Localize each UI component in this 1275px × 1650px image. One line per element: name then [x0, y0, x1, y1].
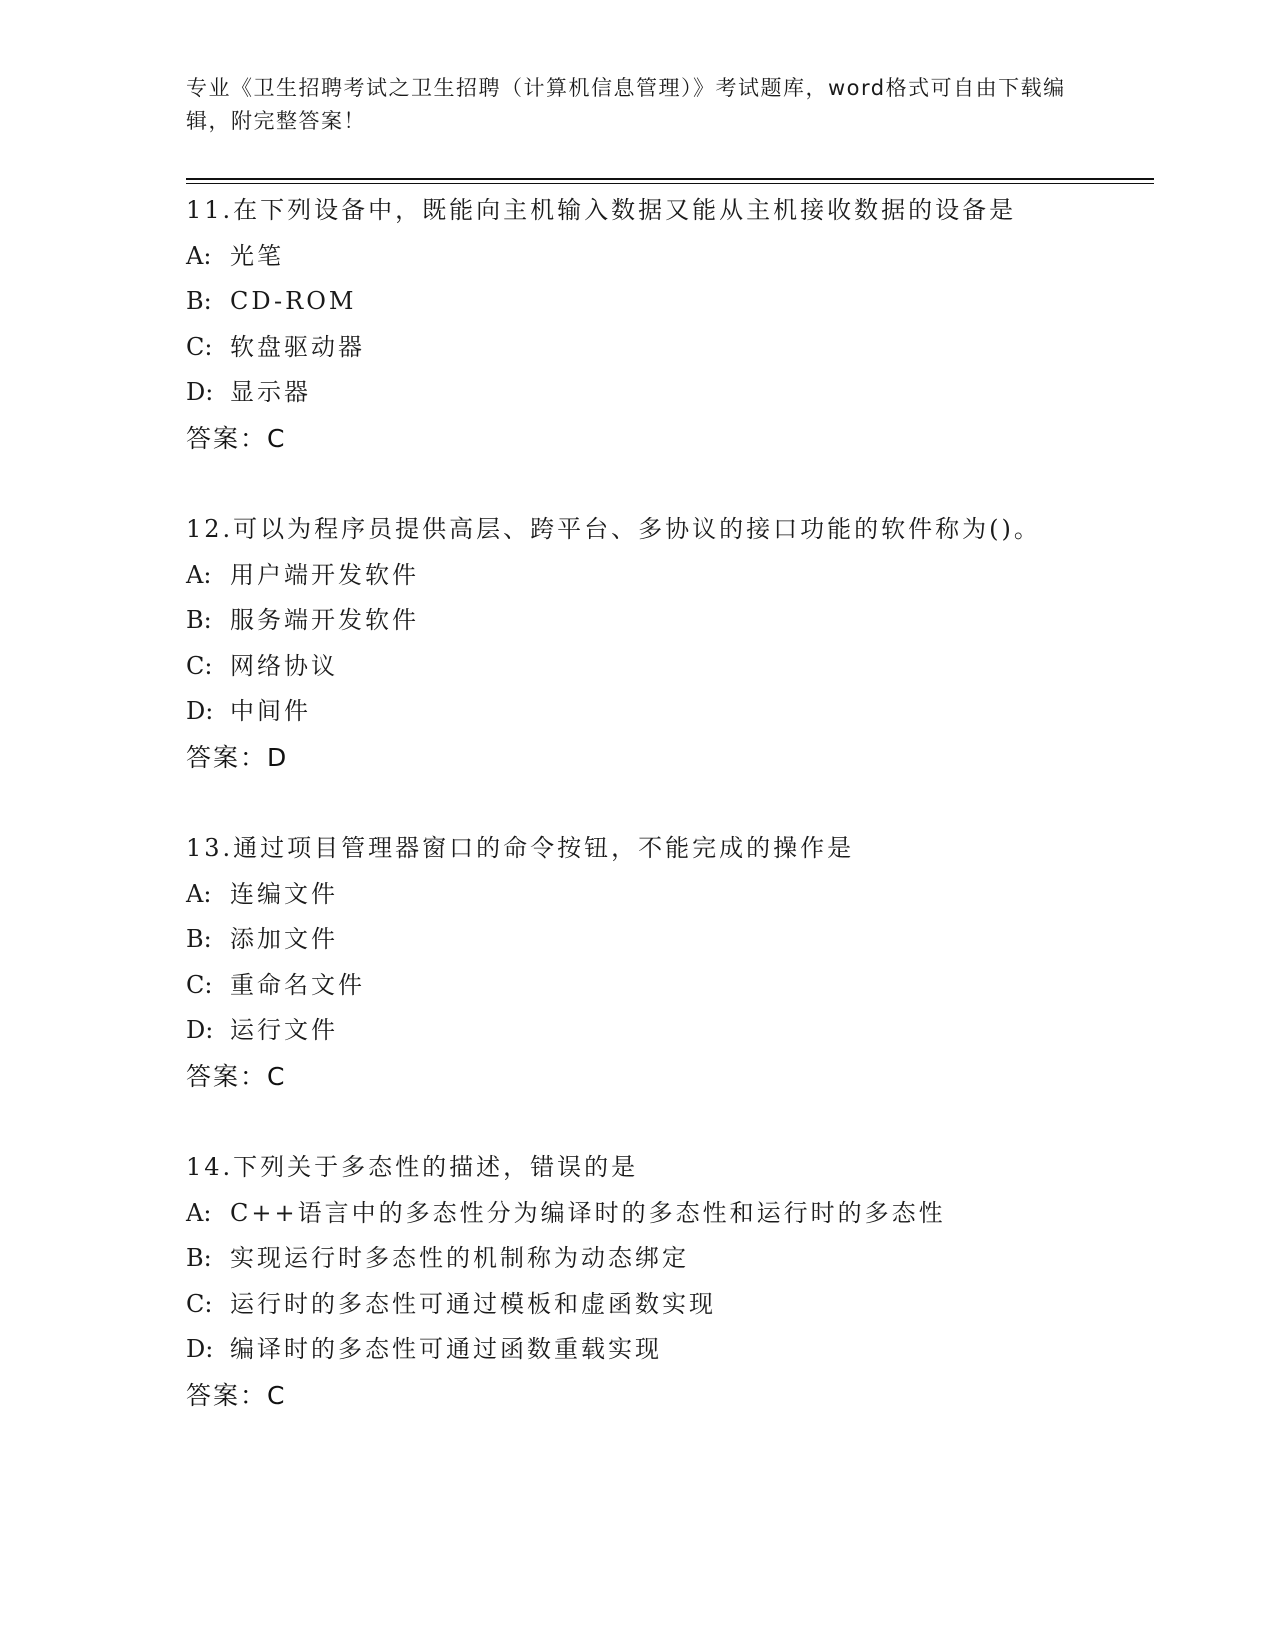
question-13 — [186, 826, 1086, 1099]
option-text: 运行时的多态性可通过模板和虚函数实现 — [230, 1289, 716, 1318]
document-intro: 专业《卫生招聘考试之卫生招聘（计算机信息管理）》考试题库，word格式可自由下载编辑，附完整答案！ — [186, 76, 1066, 133]
option-letter: A: — [186, 879, 212, 908]
option-text: 显示器 — [230, 378, 311, 406]
question-stem: 12.可以为程序员提供高层、跨平台、多协议的接口功能的软件称为()。 — [186, 515, 1041, 543]
question-stem: 13.通过项目管理器窗口的命令按钮，不能完成的操作是 — [186, 834, 855, 862]
option-b — [186, 917, 1086, 963]
answer-line: 答案：D — [186, 742, 289, 772]
answer-line: 答案：C — [186, 423, 287, 453]
question-list — [186, 188, 1086, 1464]
option-text: CD-ROM — [230, 287, 357, 315]
option-d — [186, 1008, 1086, 1054]
option-text: 网络协议 — [230, 651, 338, 680]
question-stem: 14.下列关于多态性的描述，错误的是 — [186, 1153, 639, 1181]
option-text: 用户端开发软件 — [230, 560, 419, 589]
option-text: 连编文件 — [230, 879, 338, 908]
option-letter: D: — [186, 697, 214, 725]
option-letter: A: — [186, 560, 212, 589]
option-a — [186, 234, 1086, 280]
option-letter: C: — [186, 1289, 213, 1318]
option-letter: B: — [186, 287, 212, 315]
option-b — [186, 1236, 1086, 1282]
option-b — [186, 279, 1086, 325]
option-text: 软盘驱动器 — [230, 332, 365, 361]
option-a — [186, 1191, 1086, 1237]
option-letter: D: — [186, 378, 214, 406]
option-c — [186, 1282, 1086, 1328]
option-b — [186, 598, 1086, 644]
option-c — [186, 644, 1086, 690]
answer-line: 答案：C — [186, 1061, 287, 1091]
option-text: 重命名文件 — [230, 970, 365, 999]
question-stem: 11.在下列设备中，既能向主机输入数据又能从主机接收数据的设备是 — [186, 196, 1017, 224]
option-letter: D: — [186, 1335, 214, 1363]
option-text: 中间件 — [230, 697, 311, 725]
option-letter: B: — [186, 1244, 212, 1272]
option-letter: B: — [186, 925, 212, 953]
question-14 — [186, 1145, 1086, 1418]
option-text: 实现运行时多态性的机制称为动态绑定 — [230, 1244, 689, 1272]
option-a — [186, 553, 1086, 599]
option-text: 光笔 — [230, 241, 284, 270]
option-letter: A: — [186, 241, 212, 270]
option-text: 服务端开发软件 — [230, 606, 419, 634]
question-12 — [186, 507, 1086, 780]
option-letter: C: — [186, 651, 213, 680]
header-divider-thin — [186, 183, 1154, 184]
option-d — [186, 1327, 1086, 1373]
option-c — [186, 325, 1086, 371]
option-letter: B: — [186, 606, 212, 634]
option-letter: C: — [186, 332, 213, 361]
option-d — [186, 689, 1086, 735]
question-11 — [186, 188, 1086, 461]
header-divider-thick — [186, 178, 1154, 180]
option-letter: C: — [186, 970, 213, 999]
option-letter: D: — [186, 1016, 214, 1044]
option-a — [186, 872, 1086, 918]
option-c — [186, 963, 1086, 1009]
option-text: 运行文件 — [230, 1016, 338, 1044]
option-letter: A: — [186, 1198, 212, 1227]
option-d — [186, 370, 1086, 416]
option-text: C++语言中的多态性分为编译时的多态性和运行时的多态性 — [230, 1198, 946, 1227]
option-text: 编译时的多态性可通过函数重载实现 — [230, 1335, 662, 1363]
option-text: 添加文件 — [230, 925, 338, 953]
answer-line: 答案：C — [186, 1380, 287, 1410]
